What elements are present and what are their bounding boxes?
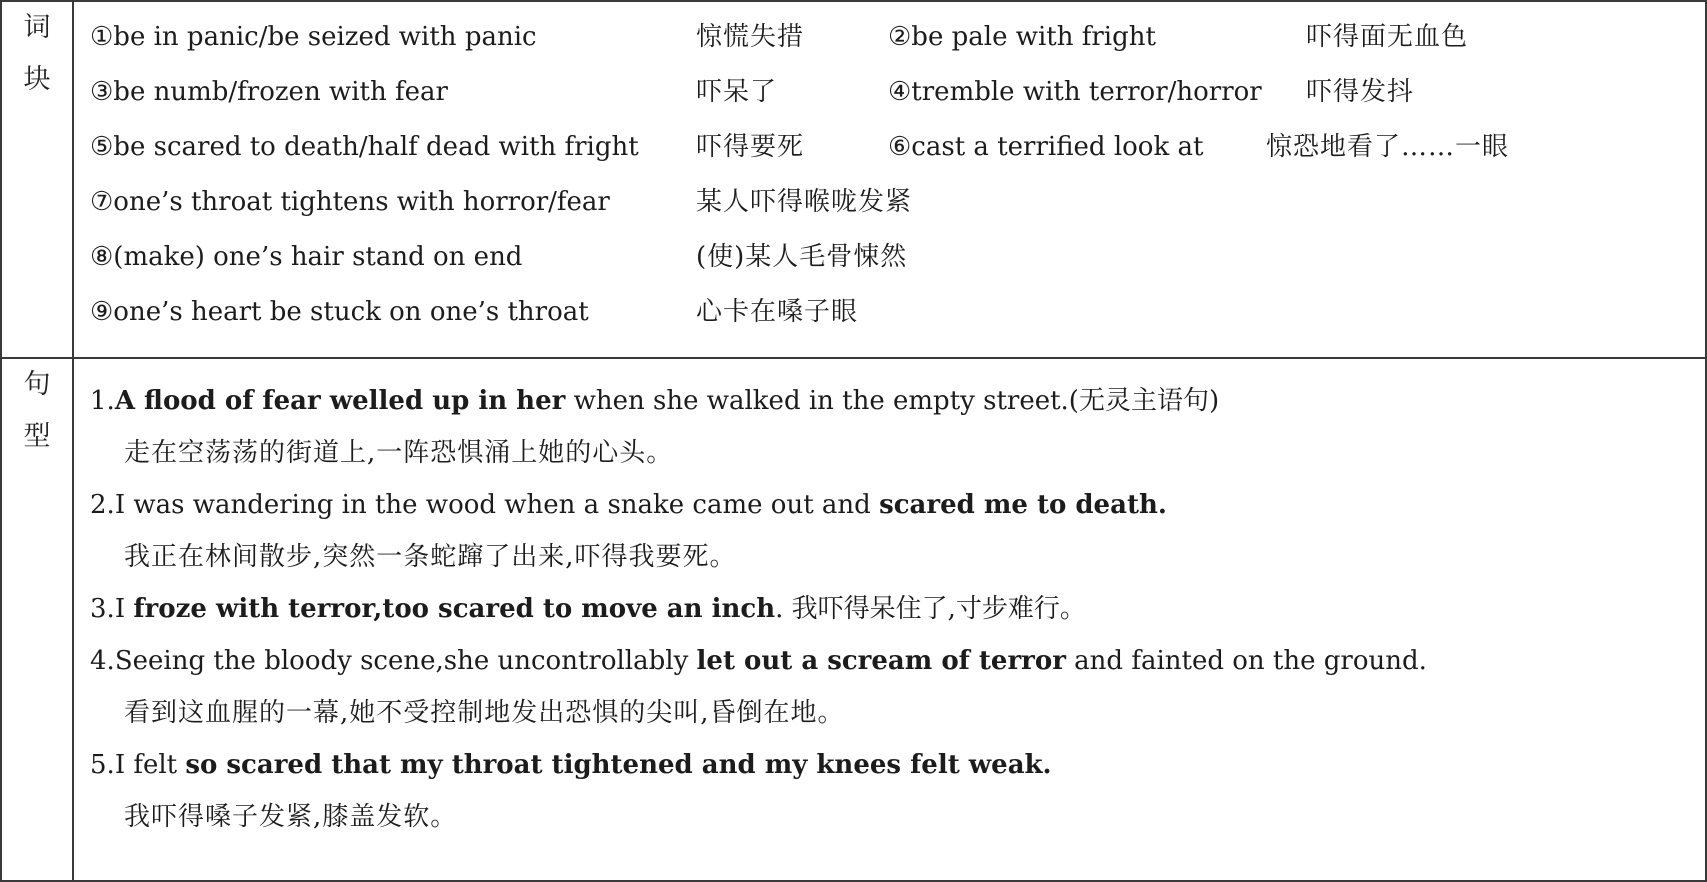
phrase-zh: 某人吓得喉咙发紧	[696, 187, 913, 217]
phrase-en: ⑨one’s heart be stuck on one’s throat	[90, 297, 589, 327]
sentence-number: 2.	[90, 490, 115, 520]
sentence-5-english	[90, 739, 1705, 791]
sentence-text: I was wandering in the wood when a snake came out and	[114, 490, 880, 520]
sentence-text: Seeing the bloody scene,she uncontrollably	[114, 646, 697, 676]
sentences-list	[74, 359, 1705, 843]
key-phrase: scared me to death.	[879, 490, 1167, 520]
phrase-en: ③be numb/frozen with fear	[90, 77, 448, 107]
sentence-1-english	[90, 375, 1705, 427]
phrase-zh: 吓得面无血色	[1306, 22, 1469, 52]
phrases-list	[74, 2, 1705, 357]
sentences-label-char-1: 句	[23, 369, 51, 400]
phrase-en: ⑧(make) one’s hair stand on end	[90, 242, 523, 272]
phrase-zh: 惊恐地看了……一眼	[1266, 132, 1510, 162]
sentence-4-chinese: 看到这血腥的一幕,她不受控制地发出恐惧的尖叫,昏倒在地。	[124, 698, 845, 728]
phrases-row	[1, 1, 1706, 358]
phrase-en: ①be in panic/be seized with panic	[90, 22, 537, 52]
phrase-row-3	[74, 120, 1704, 174]
sentence-text: and fainted on the ground.	[1065, 646, 1427, 676]
phrase-row-5	[74, 230, 1704, 284]
sentences-label-char-2: 型	[23, 421, 51, 452]
phrases-label-char-1: 词	[23, 12, 51, 43]
phrase-en: ⑥cast a terrified look at	[888, 132, 1204, 162]
sentence-1-chinese: 走在空荡荡的街道上,一阵恐惧涌上她的心头。	[124, 438, 674, 468]
phrases-cell	[73, 1, 1706, 358]
phrase-zh: 惊慌失措	[696, 22, 805, 52]
phrase-row-1	[74, 10, 1704, 64]
phrase-row-6	[74, 285, 1704, 339]
key-phrase: A flood of fear welled up in her	[114, 386, 566, 416]
phrase-en: ⑦one’s throat tightens with horror/fear	[90, 187, 610, 217]
sentences-row	[1, 358, 1706, 881]
sentence-5-chinese: 我吓得嗓子发紧,膝盖发软。	[124, 802, 458, 832]
sentence-2-english	[90, 479, 1705, 531]
sentence-text: I	[114, 594, 134, 624]
sentences-cell	[73, 358, 1706, 881]
sentence-text: . 我吓得呆住了,寸步难行。	[775, 594, 1086, 624]
sentence-3-english	[90, 583, 1705, 635]
sentences-section-label	[1, 358, 73, 881]
phrase-zh: 吓呆了	[696, 77, 778, 107]
sentence-number: 3.	[90, 594, 115, 624]
key-phrase: let out a scream of terror	[696, 646, 1066, 676]
phrase-zh: 吓得要死	[696, 132, 805, 162]
sentence-text: I felt	[114, 750, 186, 780]
phrases-section-label	[1, 1, 73, 358]
key-phrase: froze with terror,too scared to move an inch	[133, 594, 776, 624]
key-phrase: so scared that my throat tightened and my knees felt weak.	[185, 750, 1052, 780]
sentence-text: when she walked in the empty street.(无灵主语句)	[565, 386, 1220, 416]
phrase-zh: 心卡在嗓子眼	[696, 297, 859, 327]
phrase-row-2	[74, 65, 1704, 119]
phrase-en: ④tremble with terror/horror	[888, 77, 1262, 107]
sentence-2-chinese: 我正在林间散步,突然一条蛇蹿了出来,吓得我要死。	[124, 542, 737, 572]
phrase-en: ⑤be scared to death/half dead with fright	[90, 132, 639, 162]
phrase-en: ②be pale with fright	[888, 22, 1156, 52]
phrase-row-4	[74, 175, 1704, 229]
sentence-4-english	[90, 635, 1705, 687]
sentence-number: 4.	[90, 646, 115, 676]
phrases-label-char-2: 块	[23, 64, 51, 95]
sentence-number: 5.	[90, 750, 115, 780]
sentence-number: 1.	[90, 386, 115, 416]
phrase-zh: 吓得发抖	[1306, 77, 1415, 107]
phrase-zh: (使)某人毛骨悚然	[696, 242, 908, 272]
